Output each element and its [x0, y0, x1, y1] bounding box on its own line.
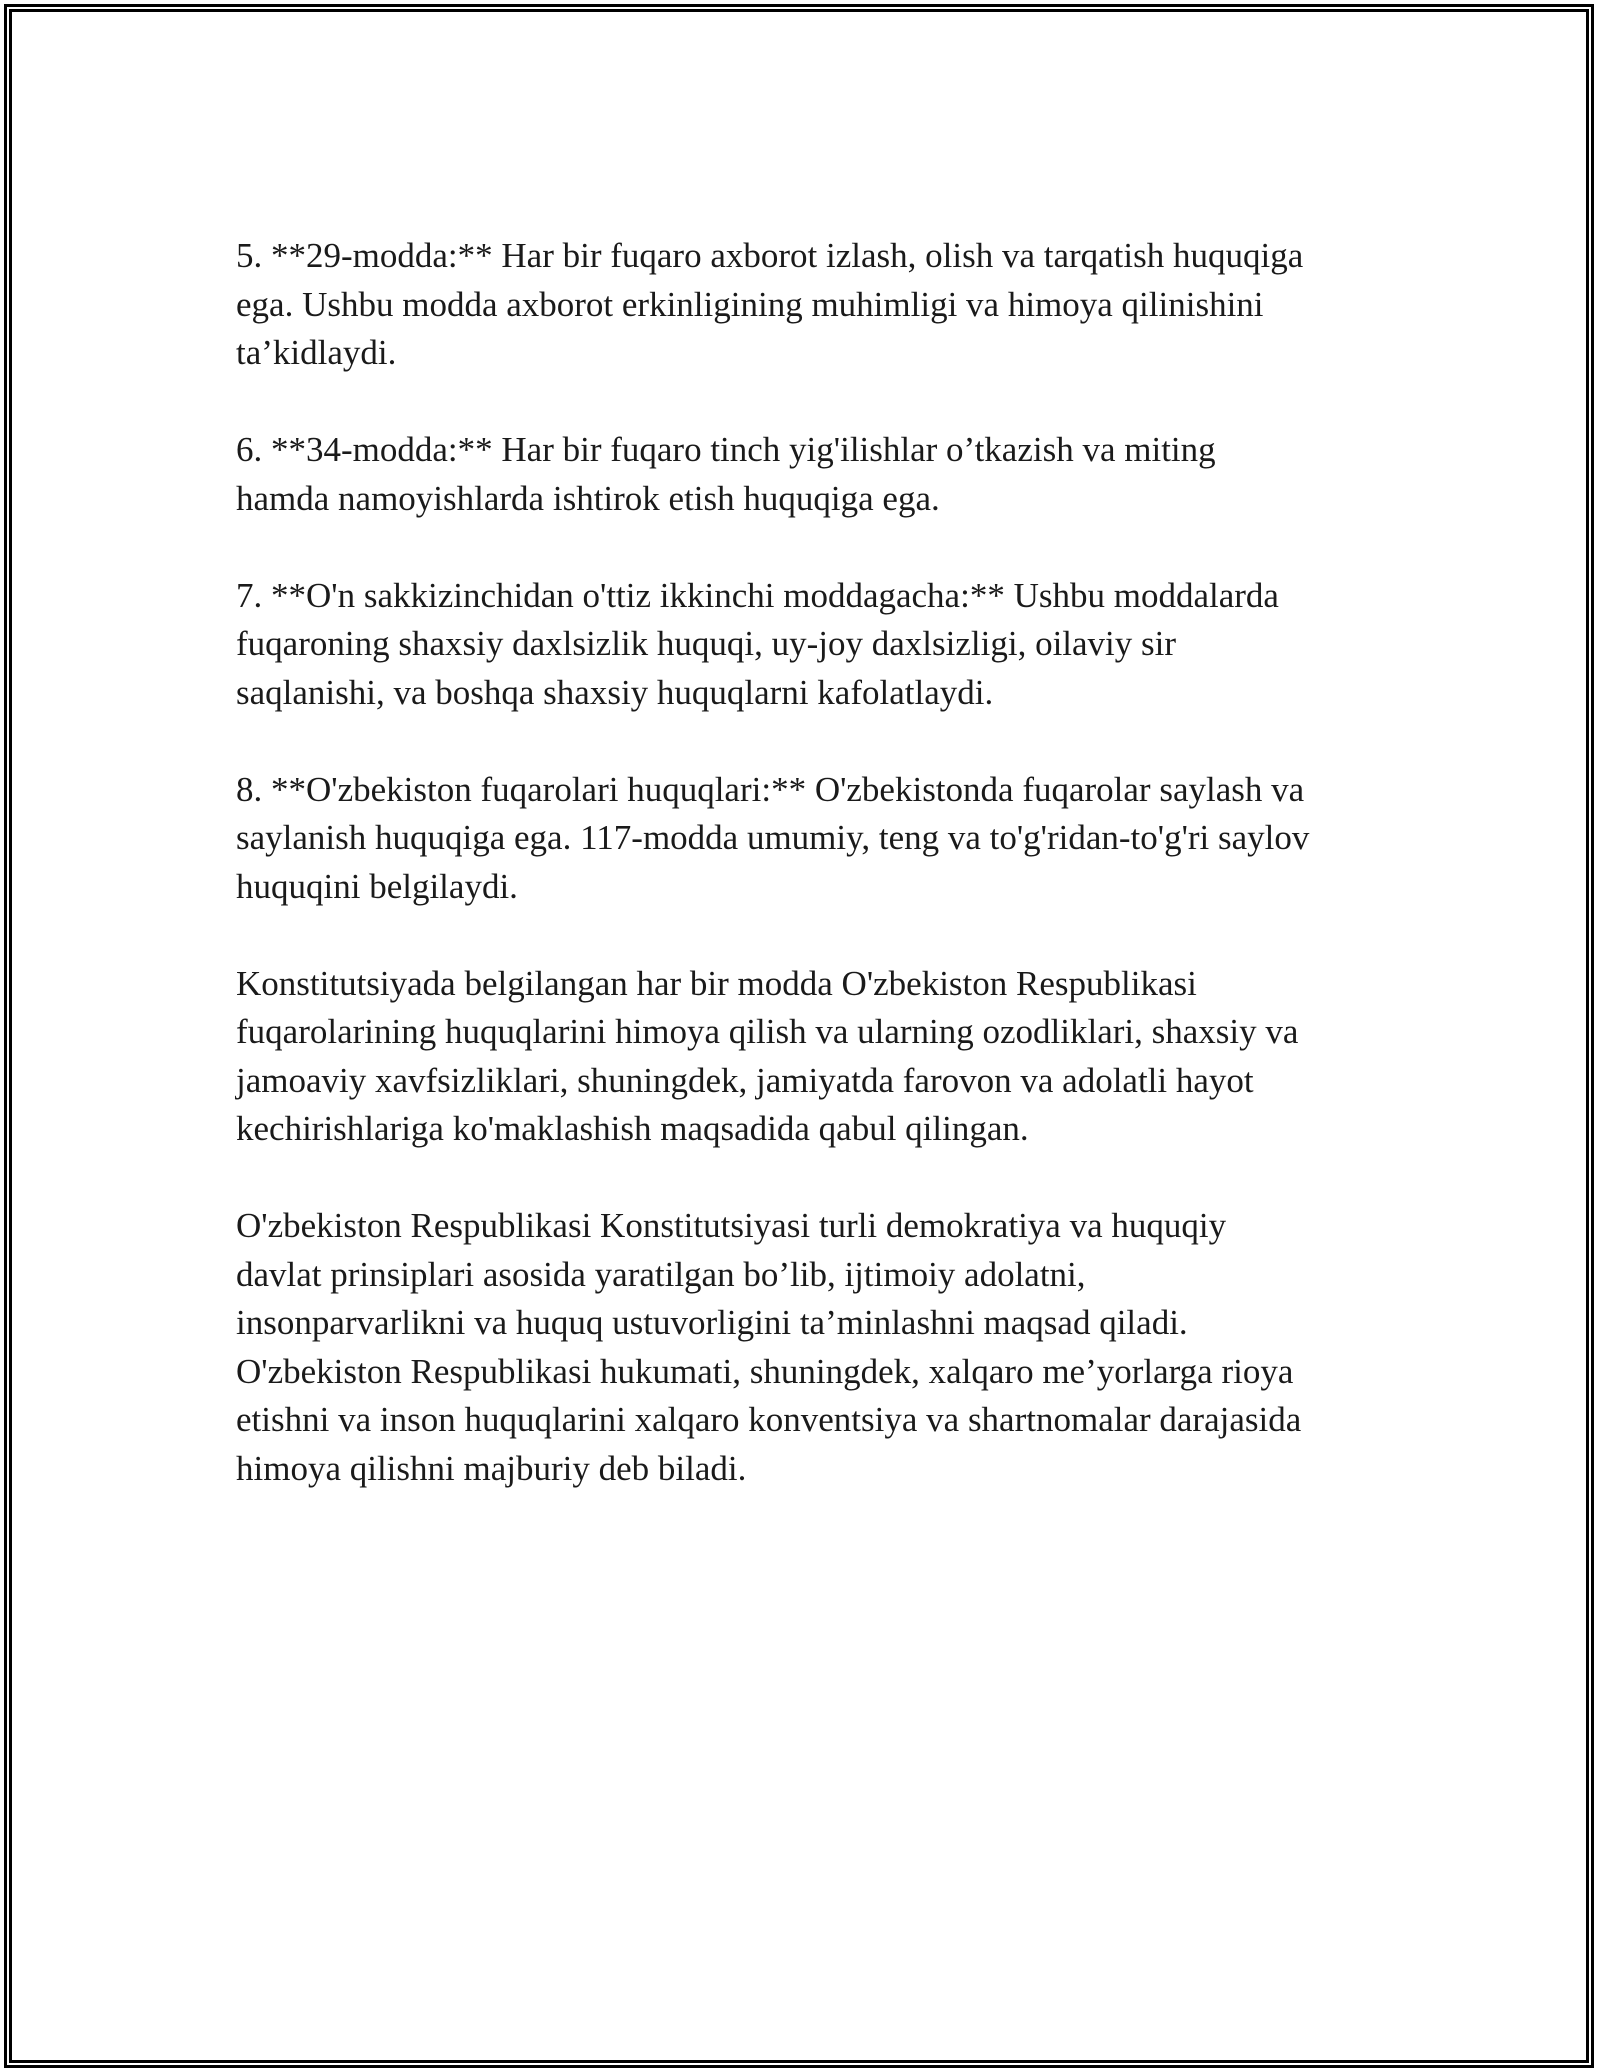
list-item-personal-rights: 7. **O'n sakkizinchidan o'ttiz ikkinchi moddagacha:** Ushbu moddalarda fuqaroning shaxsiy daxlsizlik huquqi, uy-joy daxlsizligi, oilaviy sir saqlanishi, va boshqa shaxsiy huquqlarni kafolatlaydi. — [236, 575, 1279, 712]
list-item-citizen-rights: 8. **O'zbekiston fuqarolari huquqlari:** O'zbekistonda fuqarolar saylash va saylanish huquqiga ega. 117-modda umumiy, teng va to'g'ridan-to'g'ri saylov huquqini belgilaydi. — [236, 769, 1310, 906]
list-item-34-modda: 6. **34-modda:** Har bir fuqaro tinch yig'ilishlar o’tkazish va miting hamda namoyishlarda ishtirok etish huquqiga ega. — [236, 430, 1216, 518]
summary-paragraph: Konstitutsiyada belgilangan har bir modda O'zbekiston Respublikasi fuqarolarining huquqlarini himoya qilish va ularning ozodliklari, shaxsiy va jamoaviy xavfsizliklari, shuningdek, jamiyatda farovon va adolatli hayot kechirishlariga ko'maklashish maqsadida qabul qilingan. — [236, 963, 1299, 1148]
list-item-29-modda: 5. **29-modda:** Har bir fuqaro axborot izlash, olish va tarqatish huquqiga ega. Ushbu modda axborot erkinligining muhimligi va himoya qilinishini ta’kidlaydi. — [236, 236, 1304, 372]
document-body — [236, 232, 1396, 1542]
closing-paragraph: O'zbekiston Respublikasi Konstitutsiyasi turli demokratiya va huquqiy davlat prinsiplari asosida yaratilgan bo’lib, ijtimoiy adolatni, insonparvarlikni va huquq ustuvorligini ta’minlashni maqsad qiladi. O'zbekiston Respublikasi hukumati, shuningdek, xalqaro me’yorlarga rioya etishni va inson huquqlarini xalqaro konventsiya va shartnomalar darajasida himoya qilishni majburiy deb biladi. — [236, 1206, 1302, 1488]
